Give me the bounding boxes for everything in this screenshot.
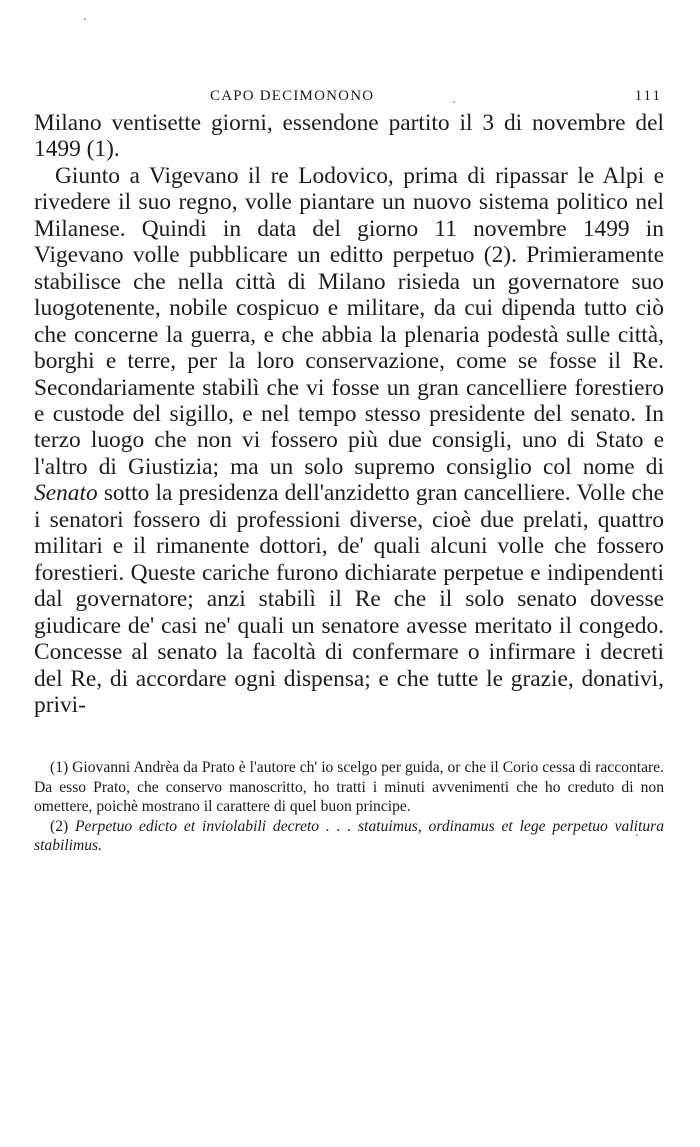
paragraph-2-text-a: Giunto a Vigevano il re Lodovico, prima di ripassar le Alpi e rivedere il suo regno, volle piantare un nuovo sistema politico nel Milanese. Quindi in data del giorno 11 novembre 1499 in Vigevano volle pubblicare un editto perpetuo (2). Primieramente stabilisce che nella città di Milano risieda un governatore suo luogotenente, nobile cospicuo e militare, da cui dipenda tutto ciò che concerne la guerra, e che abbia la plenaria podestà sulle città, borghi e terre, per la loro conservazione, come se fosse il Re. Secondariamente stabilì che vi fosse un gran cancelliere forestiero e custode del sigillo, e nel tempo stesso presidente del senato. In terzo luogo che non vi fossero più due consigli, uno di Stato e l'altro di Giustizia; ma un solo supremo consiglio col nome di — [34, 162, 664, 480]
paragraph-continuation — [34, 110, 664, 163]
footnote-1-text: (1) Giovanni Andrèa da Prato è l'autore ch' io scelgo per guida, or che il Corio cessa di raccontare. Da esso Prato, che conservo manoscritto, ho tratti i minuti avvenimenti che ho creduto di non omettere, poichè mostrano il carattere di quel buon principe. — [34, 759, 664, 816]
footnote-2 — [34, 817, 664, 856]
footnotes — [34, 758, 664, 855]
senato-term: Senato — [34, 480, 98, 507]
running-title: CAPO DECIMONONO — [210, 88, 375, 104]
footnote-2-label: (2) — [50, 817, 76, 835]
paragraph-2-text-b: sotto la presidenza dell'anzidetto gran cancelliere. Volle che i senatori fossero di professioni diverse, cioè due prelati, quattro militari e il rimanente dottori, de' quali alcuni volle che fossero forestieri. Queste cariche furono dichiarate perpetue e indipendenti dal governatore; anzi stabilì il Re che il solo senato dovesse giudicare de' casi ne' quali un senatore avesse meritato il congedo. Concesse al senato la facoltà di confermare o infirmare i decreti del Re, di accordare ogni dispensa; e che tutte le grazie, donativi, privi- — [34, 480, 664, 718]
footnote-1 — [34, 758, 664, 816]
body-text — [34, 110, 664, 718]
page-number: 111 — [634, 88, 662, 104]
book-page — [34, 88, 664, 855]
footnote-2-quote: Perpetuo edicto et inviolabili decreto . . . statuimus, ordinamus et lege perpetuo valitura stabilimus. — [34, 817, 664, 855]
paragraph-1-text: Milano ventisette giorni, essendone partito il 3 di novembre del 1499 (1). — [34, 110, 664, 163]
paragraph — [34, 163, 664, 719]
page-header — [34, 88, 664, 108]
